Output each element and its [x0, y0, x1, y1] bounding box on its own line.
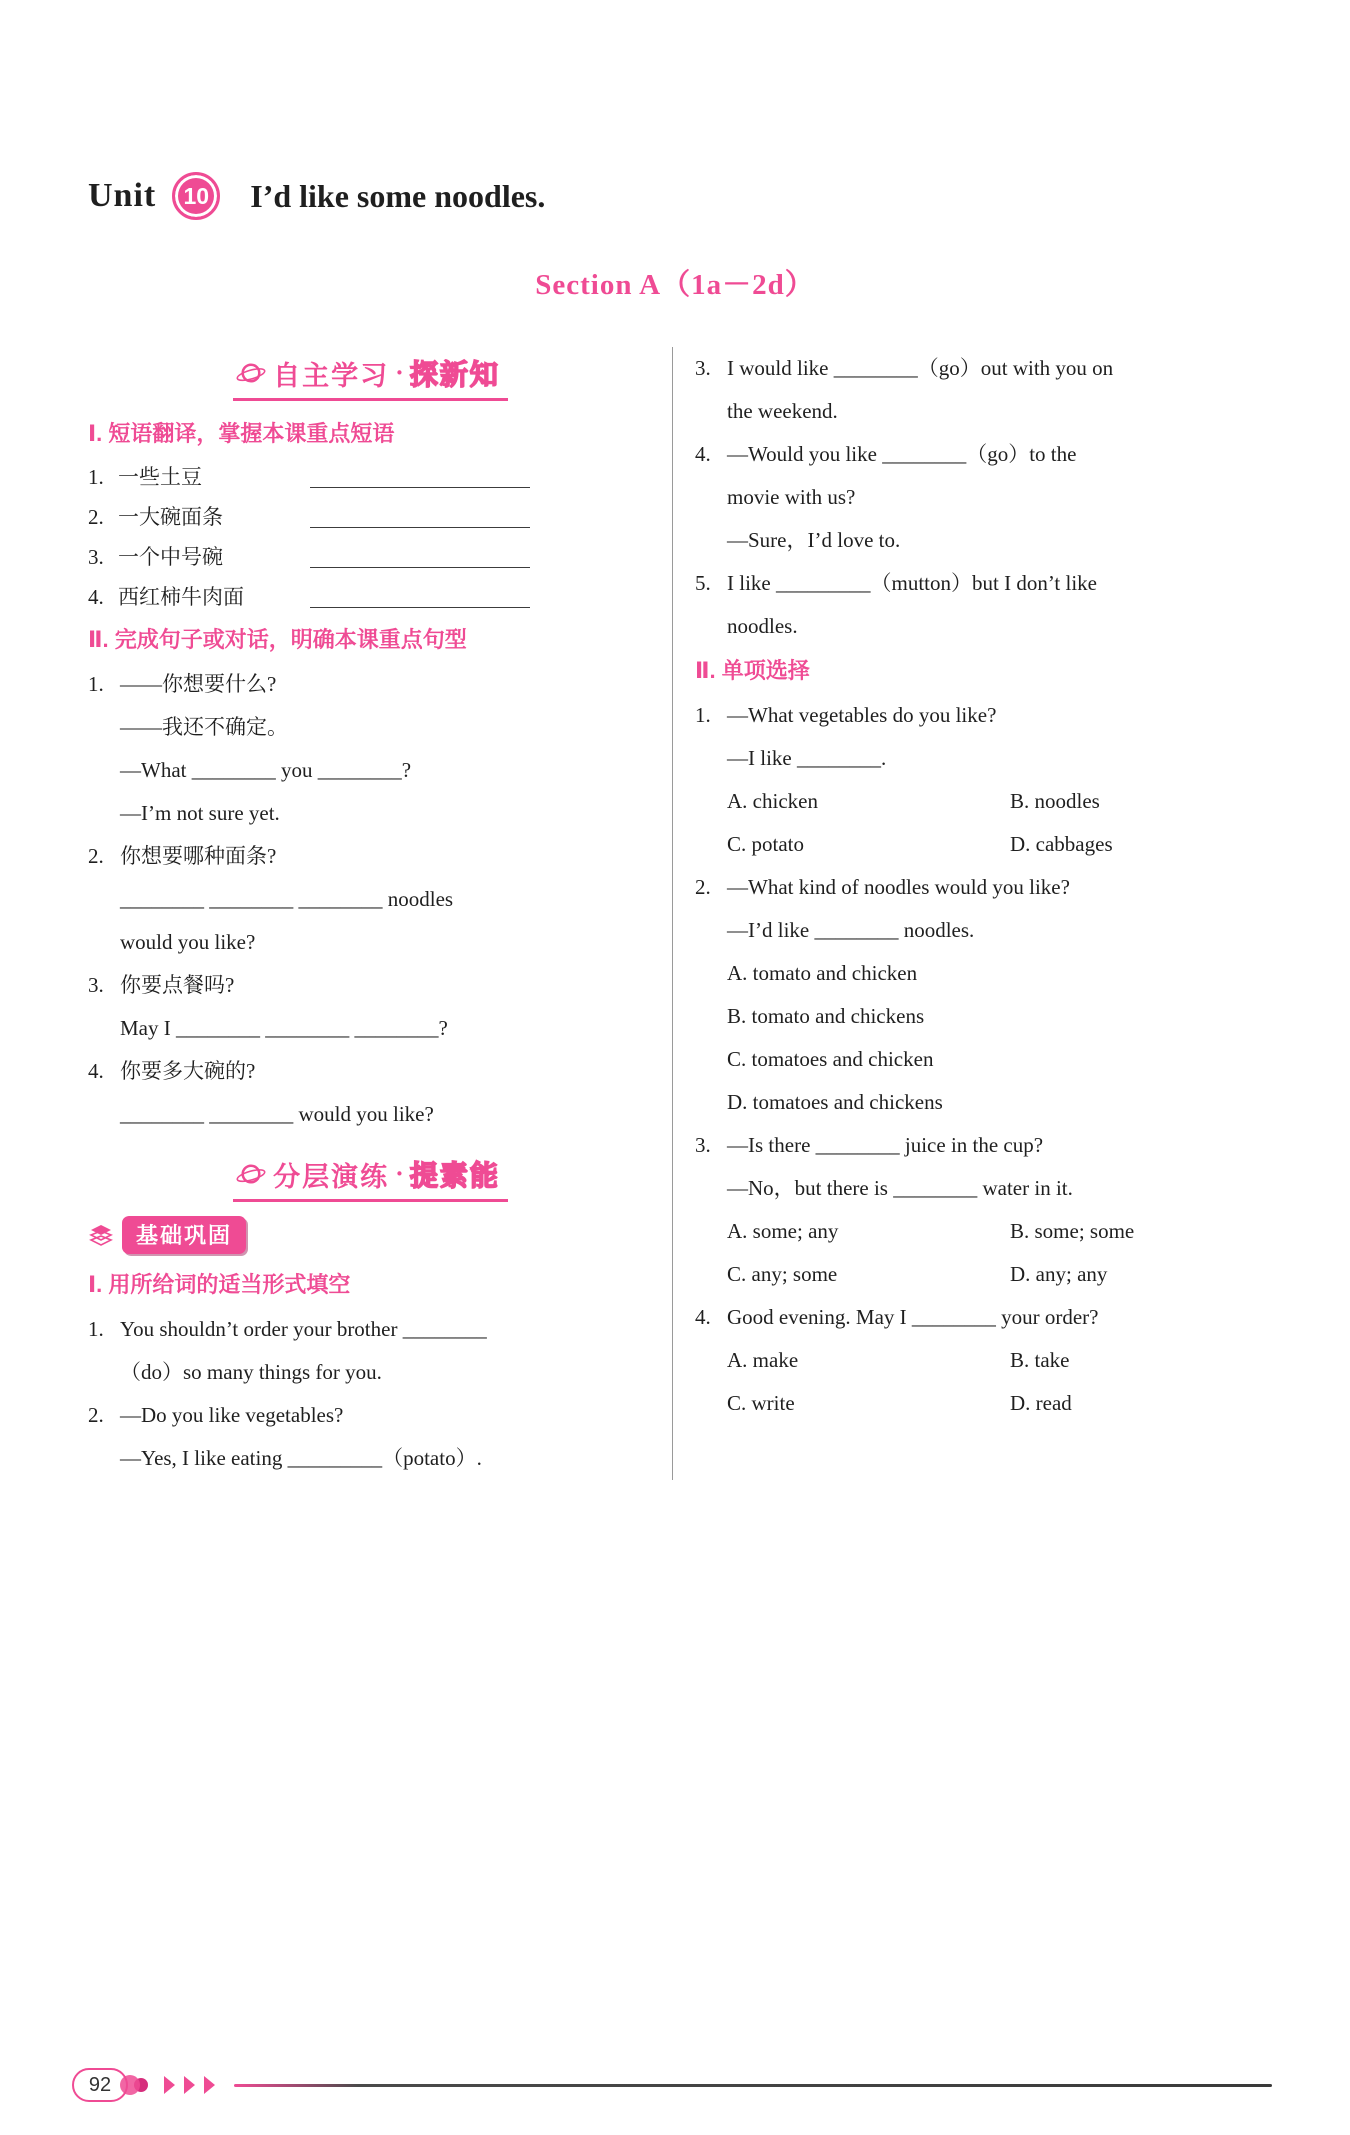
answer-blank-line	[310, 607, 530, 608]
phrase-text: 西红柿牛肉面	[118, 585, 244, 609]
option-a: A. make	[727, 1348, 799, 1372]
option-b: B. noodles	[1010, 789, 1100, 813]
item-number: 4.	[88, 1059, 104, 1083]
item-number: 2.	[695, 875, 711, 899]
sentence-line: would you like?	[120, 930, 256, 954]
question-stem: —No，but there is ________ water in it.	[727, 1176, 1073, 1200]
unit-number-badge	[172, 172, 220, 220]
fill-line: I like _________（mutton）but I don’t like	[727, 571, 1098, 595]
option-c: C. any; some	[727, 1262, 838, 1286]
question-stem: —I like ________.	[727, 746, 887, 770]
item-number: 2.	[88, 1403, 104, 1427]
workbook-page	[0, 172, 1350, 2135]
option-group	[727, 1339, 1272, 1425]
sentence-line: 你想要哪种面条?	[120, 844, 277, 868]
footer-rule-line	[234, 2084, 1272, 2087]
option-group	[727, 1210, 1272, 1296]
item-number: 3.	[88, 545, 104, 569]
unit-title: I’d like some noodles.	[250, 177, 546, 214]
item-number: 1.	[88, 1317, 104, 1341]
phrase-item	[88, 577, 653, 617]
basics-badge: 基础巩固	[122, 1216, 246, 1254]
answer-blank-line	[310, 567, 530, 568]
footer-chevrons-icon	[162, 2075, 224, 2095]
practice-badge-main: 分层演练	[273, 1161, 390, 1192]
question-stem: —What kind of noodles would you like?	[727, 875, 1070, 899]
page-number: 92	[88, 2073, 112, 2096]
phrase-text: 一大碗面条	[118, 505, 223, 529]
sentence-line: May I ________ ________ ________?	[120, 1016, 448, 1040]
sentence-item	[88, 1050, 653, 1136]
answer-blank-line	[310, 487, 530, 488]
option-d: D. read	[1010, 1391, 1072, 1415]
two-column-layout	[88, 347, 1272, 1480]
unit-header	[88, 172, 1350, 220]
item-number: 2.	[88, 844, 104, 868]
question-stem: —Is there ________ juice in the cup?	[727, 1133, 1044, 1157]
option-b: B. some; some	[1010, 1219, 1135, 1243]
phrase-item	[88, 457, 653, 497]
unit-number: 10	[183, 182, 210, 209]
item-number: 1.	[695, 703, 711, 727]
option-group	[727, 952, 1272, 1124]
answer-blank-line	[310, 527, 530, 528]
page-footer	[72, 2068, 1272, 2102]
self-study-badge-sub: 探新知	[409, 359, 500, 390]
section-ii-title: Ⅱ. 完成句子或对话，明确本课重点句型	[88, 627, 467, 652]
sentence-item	[88, 663, 653, 835]
planet-icon	[235, 1159, 267, 1189]
mc-question	[695, 866, 1272, 1124]
fill-line: —Yes, I like eating _________（potato）.	[120, 1446, 482, 1470]
item-number: 1.	[88, 672, 104, 696]
fill-line: —Do you like vegetables?	[120, 1403, 344, 1427]
sentence-line: ——你想要什么?	[120, 672, 277, 696]
item-number: 4.	[695, 1305, 711, 1329]
practice-badge	[233, 1154, 508, 1202]
fill-line: （do）so many things for you.	[120, 1360, 382, 1384]
badge-separator: ·	[395, 358, 404, 387]
sentence-item	[88, 964, 653, 1050]
option-a: A. some; any	[727, 1219, 839, 1243]
option-d: D. any; any	[1010, 1262, 1108, 1286]
mc-question	[695, 1124, 1272, 1296]
section-heading: Section A（1a－2d）	[535, 269, 815, 301]
fill-line: You shouldn’t order your brother ________	[120, 1317, 487, 1341]
item-number: 3.	[695, 356, 711, 380]
fill-line: I would like ________（go）out with you on	[727, 356, 1114, 380]
item-number: 3.	[88, 973, 104, 997]
item-number: 4.	[88, 585, 104, 609]
fill-item	[695, 433, 1272, 562]
item-number: 1.	[88, 465, 104, 489]
fill-item	[88, 1308, 653, 1394]
sentence-item	[88, 835, 653, 964]
option-a: A. tomato and chicken	[727, 961, 918, 985]
layers-icon	[88, 1222, 114, 1248]
option-a: A. chicken	[727, 789, 818, 813]
fill-line: —Sure，I’d love to.	[727, 528, 901, 552]
option-d: D. tomatoes and chickens	[727, 1090, 943, 1114]
fill-line: noodles.	[727, 614, 798, 638]
self-study-badge	[233, 353, 508, 401]
phrase-text: 一些土豆	[118, 465, 202, 489]
fill-line: —Would you like ________（go）to the	[727, 442, 1077, 466]
option-d: D. cabbages	[1010, 832, 1113, 856]
fill-item	[695, 562, 1272, 648]
unit-label: Unit	[88, 177, 157, 214]
sentence-line: —I’m not sure yet.	[120, 801, 280, 825]
badge-separator: ·	[395, 1159, 404, 1188]
fill-line: the weekend.	[727, 399, 838, 423]
phrase-item	[88, 497, 653, 537]
section-i-title: Ⅰ. 短语翻译，掌握本课重点短语	[88, 421, 395, 446]
practice-badge-sub: 提素能	[409, 1160, 500, 1191]
sentence-line: ——我还不确定。	[120, 715, 288, 739]
footer-dot-icon	[120, 2075, 140, 2095]
question-stem: —I’d like ________ noodles.	[727, 918, 975, 942]
basics-badge-row	[88, 1216, 653, 1254]
phrase-item	[88, 537, 653, 577]
sentence-line: 你要点餐吗?	[120, 973, 235, 997]
sentence-line: —What ________ you ________?	[120, 758, 412, 782]
fill-in-title: Ⅰ. 用所给词的适当形式填空	[88, 1272, 351, 1297]
sentence-line: 你要多大碗的?	[120, 1059, 256, 1083]
item-number: 5.	[695, 571, 711, 595]
sentence-line: ________ ________ ________ noodles	[120, 887, 454, 911]
sentence-line: ________ ________ would you like?	[120, 1102, 434, 1126]
item-number: 2.	[88, 505, 104, 529]
right-column	[673, 347, 1272, 1480]
self-study-badge-main: 自主学习	[273, 360, 390, 391]
option-b: B. take	[1010, 1348, 1070, 1372]
option-group	[727, 780, 1272, 866]
question-stem: —What vegetables do you like?	[727, 703, 997, 727]
multiple-choice-title: Ⅱ. 单项选择	[695, 658, 810, 683]
fill-line: movie with us?	[727, 485, 856, 509]
option-c: C. potato	[727, 832, 804, 856]
option-b: B. tomato and chickens	[727, 1004, 925, 1028]
left-column	[88, 347, 653, 1480]
fill-item	[88, 1394, 653, 1480]
option-c: C. write	[727, 1391, 795, 1415]
question-stem: Good evening. May I ________ your order?	[727, 1305, 1099, 1329]
item-number: 3.	[695, 1133, 711, 1157]
phrase-text: 一个中号碗	[118, 545, 223, 569]
planet-icon	[235, 358, 267, 388]
mc-question	[695, 694, 1272, 866]
option-c: C. tomatoes and chicken	[727, 1047, 934, 1071]
mc-question	[695, 1296, 1272, 1425]
fill-item	[695, 347, 1272, 433]
item-number: 4.	[695, 442, 711, 466]
